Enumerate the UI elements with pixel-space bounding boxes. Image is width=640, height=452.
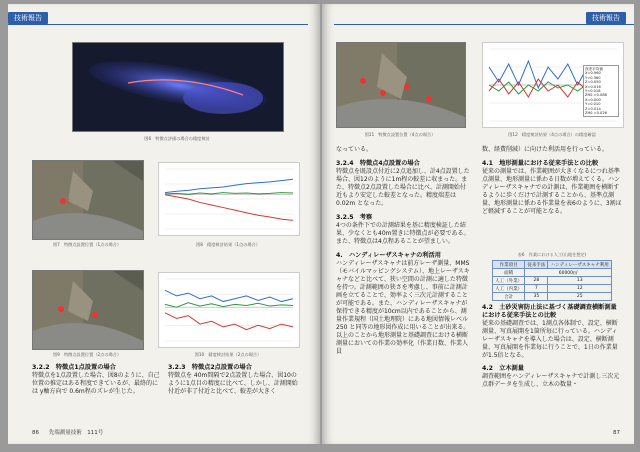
- table-row: [493, 269, 612, 277]
- legend-line: Y=0.010: [585, 102, 601, 107]
- header-rule: [8, 24, 308, 25]
- footer: [613, 430, 620, 436]
- legend-line: ZH0.=0.026: [585, 111, 607, 116]
- table-cell: 25: [548, 293, 612, 301]
- legend-line: X=0.000: [585, 97, 601, 102]
- series-line-x: [165, 179, 293, 192]
- table-cell: 35: [525, 293, 548, 301]
- section-heading: 4.2 土砂災害防止法に基づく基礎調査横断測量における従来手法との比較: [482, 304, 617, 319]
- section-heading: 3.2.5 考察: [336, 214, 373, 221]
- aerial-photo-1: [32, 160, 144, 240]
- table-caption: 表6 作業における人工(山地を想定): [517, 252, 587, 257]
- fig6-caption: 図6 特徴点評価の場合の精度検討: [144, 136, 210, 141]
- fig8-caption: 図8 精度検討結果（1点の場合）: [196, 242, 260, 247]
- legend-line: Z=0.050: [585, 80, 601, 85]
- section-3-2-2: [32, 364, 160, 396]
- aerial-photo-2: [32, 270, 144, 350]
- fig7-caption: 図7 特徴点設置位置（1点の場合）: [52, 242, 122, 247]
- series-line-x: [165, 290, 293, 301]
- section-body: 特徴点を1点設置した場合、図8のように、自己位置の推定はある程度できているが、最終的には y軸方向で 0.6m程のズレが生じた。: [32, 372, 160, 395]
- paragraph: 数、経費削減）に向けた利活用を行っている。: [482, 146, 609, 153]
- table-cell: 12: [548, 285, 612, 293]
- section-body: 従来の基礎調査では、1測点各体制で、設定、横断測量、写真展開を1箇所毎に行っている。ハンディレーザスキャナを導入した場合は、設定、横断測量、写真展開を作業毎に行うことで、1日の作業量が1.5倍となる。: [482, 320, 618, 359]
- paragraph: なっている。: [336, 146, 373, 153]
- table-row: [493, 293, 612, 301]
- series-line-y: [165, 195, 293, 221]
- series-line-z: [165, 193, 293, 195]
- aerial-photo-3: [336, 42, 466, 128]
- table-header-cell: ハンディレーザスキャナ利用: [548, 261, 612, 269]
- section-body: 特徴点を既設点付近に2点追加し、計4点設置した場合、図12のように1m程の較差に収まった。また、特徴点2点設置した場合に比べ、計測開始付近もより安定した較差となった。精度端差は0.02m となった。: [336, 168, 470, 207]
- journal-name: 先端測量技術 111号: [48, 430, 104, 436]
- section-heading: 4.2 立木測量: [482, 365, 524, 372]
- table-header-cell: 作業項目: [493, 261, 525, 269]
- legend-title: 誤差平均値: [585, 67, 603, 71]
- right-column-2: [482, 146, 622, 216]
- section-heading: 3.2.3 特徴点2点設置の場合: [168, 364, 252, 371]
- section-heading: 3.2.4 特徴点4点設置の場合: [336, 160, 420, 167]
- aerial-photo-graphic: [33, 271, 143, 349]
- table-cell: 人工（外業）: [493, 277, 525, 285]
- right-page: [322, 4, 634, 444]
- aerial-photo-graphic: [33, 161, 143, 239]
- section-heading: 4.1 地形測量における従来手法との比較: [482, 160, 599, 167]
- page-number: 87: [613, 430, 620, 436]
- footer: [32, 428, 103, 436]
- table-cell: 28: [525, 277, 548, 285]
- fig9-caption: 図9 特徴点設置位置（2点の場合）: [52, 352, 122, 357]
- legend-line: Y=0.360: [585, 75, 601, 80]
- series-line-y: [165, 313, 293, 330]
- point-cloud-graphic: [73, 43, 283, 131]
- chart-fig10-svg: [159, 273, 299, 347]
- table-row: [493, 285, 612, 293]
- fig10-caption: 図10 精度検討結果（2点の場合）: [194, 352, 262, 357]
- section-body: 調査範囲をハンディレーザスキャナで計測し三次元点群データを生成し、立木の数量・: [482, 373, 620, 388]
- table-header-row: [493, 261, 612, 269]
- table-cell: 13: [548, 277, 612, 285]
- chart-fig8-svg: [159, 163, 299, 235]
- section-body: 特徴点を 40m間隔で2点設置した場合、図10のように1点目の精度に比べて、しかし、計測開始付近が非了付近と比べて、較差が大きく: [168, 372, 298, 395]
- svg-text:1: 1: [67, 199, 71, 205]
- table-cell: 合計: [493, 293, 525, 301]
- left-page: [8, 4, 320, 444]
- series-line-z: [165, 303, 293, 308]
- aerial-photo-graphic: [337, 43, 465, 127]
- right-column-1: [336, 146, 470, 356]
- chart-legend-box: [583, 65, 619, 117]
- legend-line: ZH0.=0.086: [585, 93, 607, 98]
- page-number: 86: [32, 430, 39, 436]
- section-tag: 技術報告: [8, 12, 48, 24]
- legend-line: X=0.960: [585, 71, 601, 76]
- work-comparison-table: [492, 260, 612, 301]
- table-cell: 60000㎡: [525, 269, 612, 277]
- chart-fig12: [482, 42, 624, 128]
- section-body: 4つの条件下での計測結果を基に精度検証した結果、少なくとも40m置きに特徴点が必要である。また、特徴点は4点程あることが望ましい。: [336, 222, 470, 245]
- section-body: ハンディレーザスキャナは前方レーザ測量、MMS（モバイルマッピングシステム）、地上レーザスキャナなどと比べて、狭い空間の計測に適した特徴を持つ。計測範囲の狭さを考慮し、事前に計測計画を立てることで、効率よく三次元計測することが可能である。また、ハンディレーザスキャナが保持できる精度が10cm以内であることから、測量作業規程（国土地理院）にある地図情報レベル250 と同等の地形図作成に用いることが出来る。以上のことから地形測量と基礎調査における横断測量においての作業の効率化（作業日数、作業人員: [336, 260, 470, 355]
- header-rule: [334, 24, 634, 25]
- table-cell: 面積: [493, 269, 525, 277]
- section-3-2-3: [168, 364, 298, 396]
- legend-line: Z=0.014: [585, 106, 601, 111]
- table-row: [493, 277, 612, 285]
- section-tag: 技術報告: [586, 12, 626, 24]
- table-cell: 人工（内業）: [493, 285, 525, 293]
- table-header-cell: 従来手法: [525, 261, 548, 269]
- point-cloud-image: [72, 42, 284, 132]
- legend-line: Y=0.018: [585, 89, 601, 94]
- section-heading: 3.2.2 特徴点1点設置の場合: [32, 364, 116, 371]
- section-body: 従来の測量では、作業範囲が大きくなるにつれ基準点測量、地形測量に係わる日数が増えてくる。ハンディレーザスキャナでの計測は、作業範囲を横断するように歩くだけで計測することから、基準点測量、地形測量に係わる作業量を表6のように、3割ほど軽減することが可能となる。: [482, 168, 622, 215]
- table-cell: 7: [525, 285, 548, 293]
- legend-line: X=0.016: [585, 84, 601, 89]
- fig11-caption: 図11 特徴点設置位置（4点の場合）: [364, 132, 436, 137]
- right-column-2-lower: [482, 304, 622, 389]
- fig12-caption: 図12 精度検討結果（4点の場合）の精度確認: [508, 132, 596, 137]
- section-heading: 4. ハンディレーザスキャナの利活用: [336, 252, 441, 259]
- chart-fig10: [158, 272, 300, 348]
- chart-fig8: [158, 162, 300, 236]
